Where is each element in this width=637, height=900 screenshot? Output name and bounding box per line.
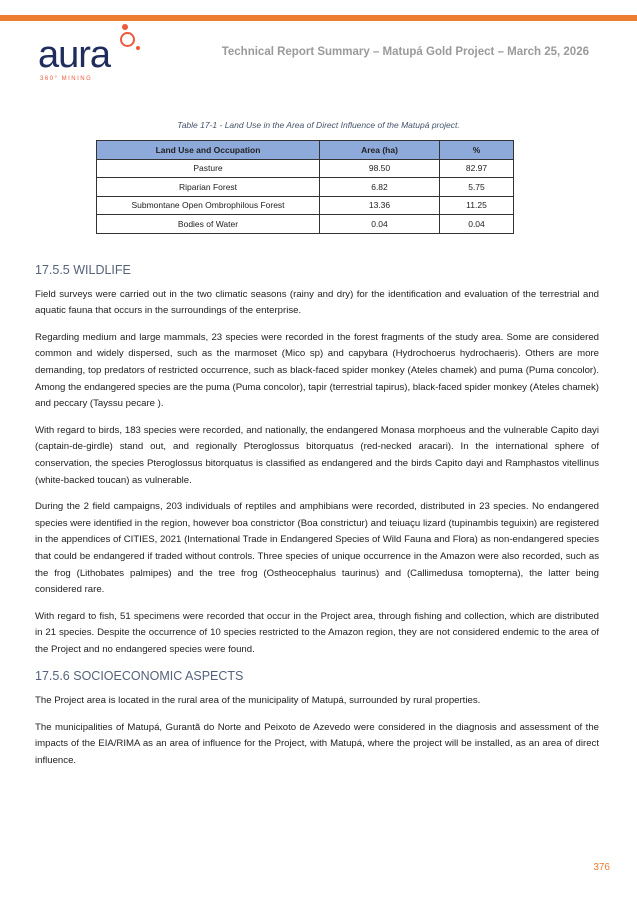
column-header: % [440, 141, 514, 160]
report-header-title: Technical Report Summary – Matupá Gold Project – March 25, 2026 [221, 46, 589, 58]
document-body [35, 262, 599, 779]
logo-ring-icon [120, 32, 135, 47]
section-heading-socioeconomic: 17.5.6 SOCIOECONOMIC ASPECTS [35, 669, 244, 684]
aura-logo [38, 24, 148, 88]
table-cell: 5.75 [440, 178, 514, 197]
logo-dot-icon [122, 24, 128, 30]
logo-dot-small-icon [136, 46, 140, 50]
table-row [97, 215, 514, 234]
paragraph: The municipalities of Matupá, Gurantã do Norte and Peixoto de Azevedo were considered in the diagnosis and assessment of the impacts of the EIA/RIMA as an area of influence for the Project, with Matupá, where the project will be installed, as an area of direct influence. [35, 721, 599, 766]
table-cell: 13.36 [320, 196, 440, 215]
table-row [97, 159, 514, 178]
table-cell: Riparian Forest [97, 178, 320, 197]
paragraph: The Project area is located in the rural area of the municipality of Matupá, surrounded by rural properties. [35, 695, 481, 707]
table-cell: 11.25 [440, 196, 514, 215]
table-row [97, 178, 514, 197]
paragraph: With regard to birds, 183 species were recorded, and nationally, the endangered Monasa morphoeus and the vulnerable Capito dayi (captain-de-girdle) stand out, and regionally Pteroglossus bitorquatus (red-necked aracari). In the international sphere of conservation, the species Pteroglossus bitorquatus is classified as endangered and the birds Capito dayi and Ramphastos vitellinus (white-backed toucan) as vulnerable. [35, 424, 599, 486]
paragraph: Field surveys were carried out in the two climatic seasons (rainy and dry) for the identification and evaluation of the terrestrial and aquatic fauna that occurs in the surroundings of the enterprise. [35, 288, 599, 317]
land-use-table [96, 140, 514, 234]
logo-tagline: 360° MINING [40, 76, 93, 82]
table-caption: Table 17-1 - Land Use in the Area of Direct Influence of the Matupá project. [177, 120, 460, 130]
table-cell: 82.97 [440, 159, 514, 178]
paragraph: Regarding medium and large mammals, 23 species were recorded in the forest fragments of the study area. Some are considered common and widely dispersed, such as the marmoset (Mico sp) and capybara (Hydrochoerus hydrochaeris). Others are more demanding, top predators of restricted occurrence, such as black-faced spider monkey (Ateles chamek) and puma (Puma concolor). Among the endangered species are the puma (Puma concolor), tapir (terrestrial tapirus), black-faced spider monkey (Ateles chamek) and peccary (Tayssu pecare ). [35, 331, 599, 410]
table-row [97, 196, 514, 215]
table-cell: Submontane Open Ombrophilous Forest [97, 196, 320, 215]
column-header: Area (ha) [320, 141, 440, 160]
table-cell: 0.04 [320, 215, 440, 234]
column-header: Land Use and Occupation [97, 141, 320, 160]
page-number: 376 [593, 862, 610, 873]
section-heading-wildlife: 17.5.5 WILDLIFE [35, 263, 131, 277]
table-cell: 98.50 [320, 159, 440, 178]
table-cell: 0.04 [440, 215, 514, 234]
paragraph: With regard to fish, 51 specimens were recorded that occur in the Project area, through fishing and collection, which are distributed in 21 species. Despite the occurrence of 10 species restricted to the Amazon region, they are not considered endemic to the area of the Project and no endangered species were found. [35, 610, 599, 655]
logo-wordmark: aura [38, 34, 111, 76]
header-accent-bar [0, 15, 637, 21]
paragraph: During the 2 field campaigns, 203 individuals of reptiles and amphibians were recorded, distributed in 23 species. No endangered species were identified in the region, however boa constrictor (Boa constrictur) and teiuaçu lizard (tupinambis teguixin) are registered in the appendices of CITIES, 2021 (International Trade in Endangered Species of Wild Fauna and Flora) as non-endangered species that could be endangered if traded without controls. Three species of unique occurrence in the Amazon were also recorded, such as the frog (Lithobates palmipes) and the tree frog (Ostheocephalus taurinus) and (Callimedusa tomopterna), the latter being considered rare. [35, 501, 599, 596]
table-cell: Pasture [97, 159, 320, 178]
table-cell: 6.82 [320, 178, 440, 197]
table-header-row [97, 141, 514, 160]
table-cell: Bodies of Water [97, 215, 320, 234]
